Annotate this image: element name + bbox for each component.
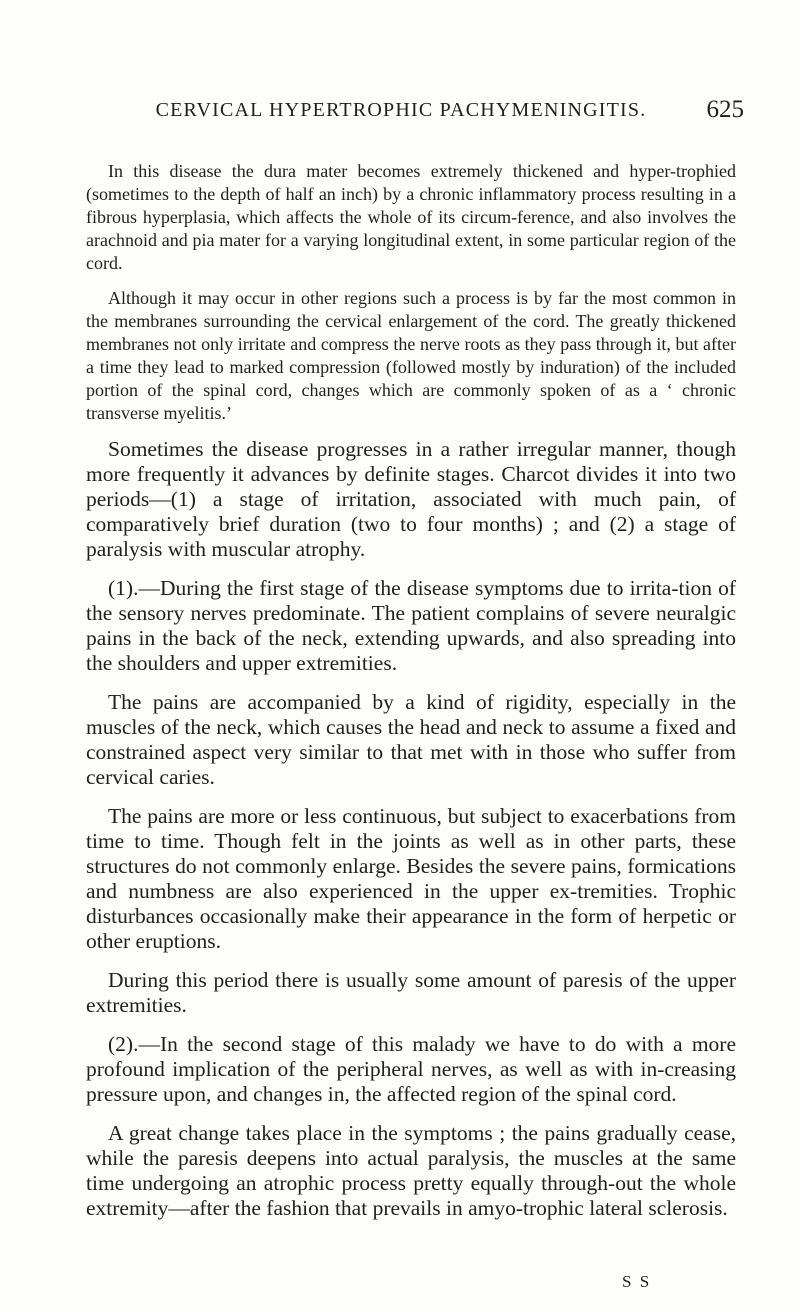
signature-mark: S S (622, 1272, 652, 1291)
paragraph: (2).—In the second stage of this malady we have to do with a more profound implication of the peripheral nerves, as well as with in-creasing pressure upon, and changes in, the affected region of the spinal cord. (86, 1032, 736, 1106)
paragraph: Sometimes the disease progresses in a rather irregular manner, though more frequently it advances by definite stages. Charcot divides it into two periods—(1) a stage of irritation, associated with much pain, of comparatively brief duration (two to four months) ; and (2) a stage of paralysis with muscular atrophy. (86, 437, 736, 561)
paragraph: The pains are accompanied by a kind of rigidity, especially in the muscles of the neck, which causes the head and neck to assume a fixed and constrained aspect very similar to that met with in those who suffer from cervical caries. (86, 690, 736, 789)
paragraph: In this disease the dura mater becomes extremely thickened and hyper-trophied (sometimes to the depth of half an inch) by a chronic inflammatory process resulting in a fibrous hyperplasia, which affects the whole of its circum-ference, and also involves the arachnoid and pia mater for a varying longitudinal extent, in some particular region of the cord. (86, 161, 736, 273)
page-header (58, 92, 744, 128)
page-number: 625 (706, 96, 744, 123)
paragraph: Although it may occur in other regions such a process is by far the most common in the membranes surrounding the cervical enlargement of the cord. The greatly thickened membranes not only irritate and compress the nerve roots as they pass through it, but after a time they lead to marked compression (followed mostly by induration) of the included portion of the spinal cord, changes which are commonly spoken of as a ‘ chronic transverse myelitis.’ (86, 288, 736, 423)
paragraph: A great change takes place in the symptoms ; the pains gradually cease, while the paresis deepens into actual paralysis, the muscles at the same time undergoing an atrophic process pretty equally through-out the whole extremity—after the fashion that prevails in amyo-trophic lateral sclerosis. (86, 1121, 736, 1220)
paragraph: (1).—During the first stage of the disease symptoms due to irrita-tion of the sensory nerves predominate. The patient complains of severe neuralgic pains in the back of the neck, extending upwards, and also spreading into the shoulders and upper extremities. (86, 576, 736, 675)
body-text (86, 160, 736, 1235)
paragraph: The pains are more or less continuous, but subject to exacerbations from time to time. Though felt in the joints as well as in other parts, these structures do not commonly enlarge. Besides the severe pains, formications and numbness are also experienced in the upper ex-tremities. Trophic disturbances occasionally make their appearance in the form of herpetic or other eruptions. (86, 804, 736, 953)
paragraph: During this period there is usually some amount of paresis of the upper extremities. (86, 968, 736, 1017)
running-head: CERVICAL HYPERTROPHIC PACHYMENINGITIS. (155, 99, 647, 121)
